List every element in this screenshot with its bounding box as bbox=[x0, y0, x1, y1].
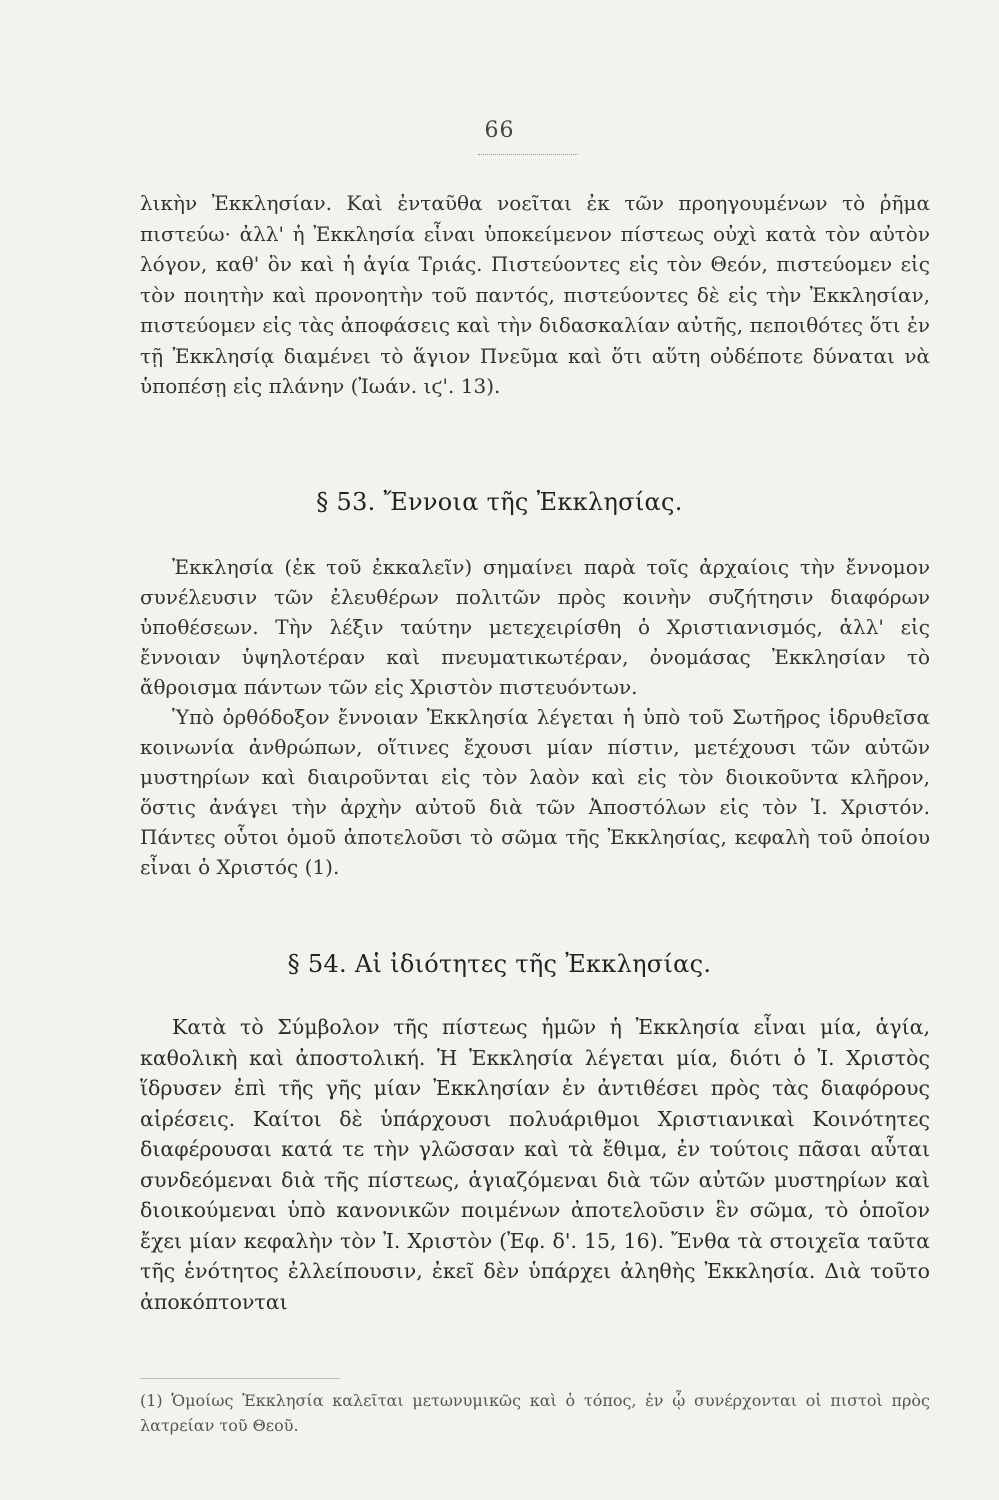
header-divider bbox=[478, 154, 578, 155]
footnote-divider bbox=[140, 1378, 340, 1379]
section-54-body bbox=[140, 1012, 930, 1317]
body-text: λικὴν Ἐκκλησίαν. Καὶ ἐνταῦθα νοεῖται ἐκ τῶν προηγουμένων τὸ ῥῆμα πιστεύω· ἀλλ' ἡ Ἐκκλησία εἶναι ὑποκείμενον πίστεως οὐχὶ κατὰ τὸν αὐτὸν λόγον, καθ' ὃν καὶ ἡ ἁγία Τριάς. Πιστεύοντες εἰς τὸν Θεόν, πιστεύομεν εἰς τὸν ποιητὴν καὶ προνοητὴν τοῦ παντός, πιστεύοντες δὲ εἰς τὴν Ἐκκλησίαν, πιστεύομεν εἰς τὰς ἀποφάσεις καὶ τὴν διδασκαλίαν αὐτῆς, πεποιθότες ὅτι ἐν τῇ Ἐκκλησίᾳ διαμένει τὸ ἅγιον Πνεῦμα καὶ ὅτι αὕτη οὐδέποτε δύναται νὰ ὑποπέσῃ εἰς πλάνην (Ἰωάν. ιϛ'. 13). bbox=[140, 191, 930, 398]
section-53-body bbox=[140, 552, 930, 882]
section-53-heading: § 53. Ἔννοια τῆς Ἐκκλησίας. bbox=[316, 488, 683, 516]
page-number: 66 bbox=[484, 118, 515, 143]
section-54-heading: § 54. Αἱ ἰδιότητες τῆς Ἐκκλησίας. bbox=[287, 950, 712, 978]
section-53-paragraph-1: Ἐκκλησία (ἐκ τοῦ ἐκκαλεῖν) σημαίνει παρὰ τοῖς ἀρχαίοις τὴν ἔννομον συνέλευσιν τῶν ἐλευθέρων πολιτῶν πρὸς κοινὴν συζήτησιν διαφόρων ὑποθέσεων. Τὴν λέξιν ταύτην μετεχειρίσθη ὁ Χριστιανισμός, ἀλλ' εἰς ἔννοιαν ὑψηλοτέραν καὶ πνευματικωτέραν, ὀνομάσας Ἐκκλησίαν τὸ ἄθροισμα πάντων τῶν εἰς Χριστὸν πιστευόντων. bbox=[140, 555, 930, 699]
section-54-paragraph-1: Κατὰ τὸ Σύμβολον τῆς πίστεως ἡμῶν ἡ Ἐκκλησία εἶναι μία, ἁγία, καθολικὴ καὶ ἀποστολική. Ἡ Ἐκκλησία λέγεται μία, διότι ὁ Ἰ. Χριστὸς ἵδρυσεν ἐπὶ τῆς γῆς μίαν Ἐκκλησίαν ἐν ἀντιθέσει πρὸς τὰς διαφόρους αἱρέσεις. Καίτοι δὲ ὑπάρχουσι πολυάριθμοι Χριστιανικαὶ Κοινότητες διαφέρουσαι κατά τε τὴν γλῶσσαν καὶ τὰ ἔθιμα, ἐν τούτοις πᾶσαι αὗται συνδεόμεναι διὰ τῆς πίστεως, ἁγιαζόμεναι διὰ τῶν αὐτῶν μυστηρίων καὶ διοικούμεναι ὑπὸ κανονικῶν ποιμένων ἀποτελοῦσιν ἓν σῶμα, τὸ ὁποῖον ἔχει μίαν κεφαλὴν τὸν Ἰ. Χριστὸν (Ἐφ. δ'. 15, 16). Ἔνθα τὰ στοιχεῖα ταῦτα τῆς ἑνότητος ἐλλείπουσιν, ἐκεῖ δὲν ὑπάρχει ἀληθὴς Ἐκκλησία. Διὰ τοῦτο ἀποκόπτονται bbox=[140, 1015, 930, 1314]
continued-paragraph bbox=[140, 188, 930, 402]
footnote: (1) Ὁμοίως Ἐκκλησία καλεῖται μετωνυμικῶς καὶ ὁ τόπος, ἐν ᾧ συνέρχονται οἱ πιστοὶ πρὸς λατρείαν τοῦ Θεοῦ. bbox=[140, 1391, 930, 1435]
section-53-paragraph-2: Ὑπὸ ὀρθόδοξον ἔννοιαν Ἐκκλησία λέγεται ἡ ὑπὸ τοῦ Σωτῆρος ἱδρυθεῖσα κοινωνία ἀνθρώπων, οἵτινες ἔχουσι μίαν πίστιν, μετέχουσι τῶν αὐτῶν μυστηρίων καὶ διαιροῦνται εἰς τὸν λαὸν καὶ εἰς τὸν διοικοῦντα κλῆρον, ὅστις ἀνάγει τὴν ἀρχὴν αὐτοῦ διὰ τῶν Ἀποστόλων εἰς τὸν Ἰ. Χριστόν. Πάντες οὗτοι ὁμοῦ ἀποτελοῦσι τὸ σῶμα τῆς Ἐκκλησίας, κεφαλὴ τοῦ ὁποίου εἶναι ὁ Χριστός (1). bbox=[140, 705, 930, 879]
